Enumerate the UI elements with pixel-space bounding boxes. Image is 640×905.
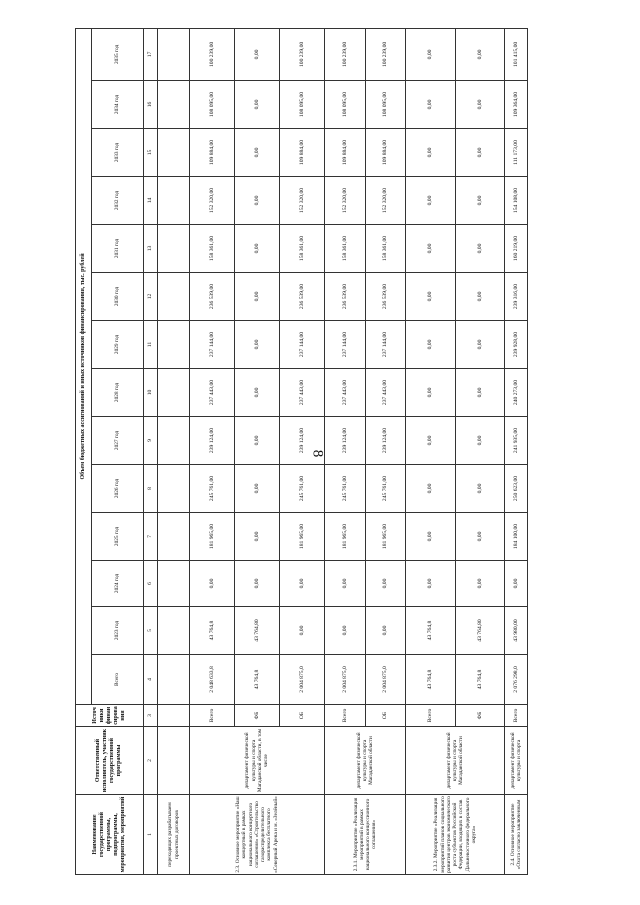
year-value: 0,00 <box>234 273 279 321</box>
year-value: 0,00 <box>234 417 279 465</box>
year-value <box>158 561 190 607</box>
year-value <box>158 225 190 273</box>
year-value: 245 761,00 <box>325 465 366 513</box>
page-number: 8 <box>309 449 326 458</box>
year-value: 181 965,00 <box>325 513 366 561</box>
year-value: 237 144,00 <box>365 321 406 369</box>
year-value: 181 965,00 <box>189 513 234 561</box>
year-value: 100 239,00 <box>189 28 234 80</box>
year-value: 0,00 <box>325 607 366 655</box>
responsible-executor: департамент физической культуры и спорта <box>505 727 528 795</box>
responsible-executor <box>158 727 190 795</box>
funding-source: Всего <box>406 705 456 727</box>
year-value: 184 100,00 <box>505 513 528 561</box>
year-value: 0,00 <box>365 607 406 655</box>
funding-source: ФБ <box>234 705 279 727</box>
year-value: 108 095,00 <box>365 81 406 129</box>
total-value: 2 004 875,0 <box>325 655 366 705</box>
year-value: 236 539,00 <box>279 273 324 321</box>
year-value: 158 361,00 <box>279 225 324 273</box>
year-value <box>158 28 190 80</box>
total-value: 43 764,8 <box>406 655 456 705</box>
year-value: 43 764,80 <box>234 607 279 655</box>
header-responsible: Ответственный исполнитель, участник государственной программы <box>76 727 144 795</box>
table-row <box>406 28 456 874</box>
year-value: 236 539,00 <box>365 273 406 321</box>
column-number: 8 <box>143 465 158 513</box>
year-value: 236 539,00 <box>325 273 366 321</box>
year-value: 237 443,00 <box>189 369 234 417</box>
financing-table <box>75 28 528 875</box>
year-value: 0,00 <box>406 28 456 80</box>
header-source: Источники финансирования <box>76 705 144 727</box>
year-value: 0,00 <box>406 369 456 417</box>
year-value: 239 316,00 <box>505 273 528 321</box>
header-year: 2027 год <box>91 417 143 465</box>
year-value: 0,00 <box>455 81 505 129</box>
column-number: 13 <box>143 225 158 273</box>
year-value: 239 124,00 <box>365 417 406 465</box>
header-year: 2024 год <box>91 561 143 607</box>
year-value <box>158 273 190 321</box>
funding-source: Всего <box>505 705 528 727</box>
year-value: 0,00 <box>406 465 456 513</box>
year-value: 0,00 <box>406 273 456 321</box>
funding-source: ФБ <box>455 705 505 727</box>
year-value: 237 144,00 <box>189 321 234 369</box>
year-value: 237 443,00 <box>325 369 366 417</box>
year-value: 0,00 <box>455 465 505 513</box>
table-row <box>505 28 528 874</box>
year-value: 158 361,00 <box>325 225 366 273</box>
total-value: 43 764,8 <box>455 655 505 705</box>
year-value: 43 764,8 <box>189 607 234 655</box>
year-value: 100 239,00 <box>365 28 406 80</box>
column-number: 6 <box>143 561 158 607</box>
year-value: 0,00 <box>325 561 366 607</box>
year-value: 239 928,00 <box>505 321 528 369</box>
year-value: 152 320,00 <box>365 177 406 225</box>
year-value: 0,00 <box>455 273 505 321</box>
column-number: 14 <box>143 177 158 225</box>
year-value: 111 173,00 <box>505 129 528 177</box>
column-number-row <box>143 28 158 874</box>
year-value: 181 965,00 <box>365 513 406 561</box>
year-value: 0,00 <box>234 81 279 129</box>
responsible-executor: департамент физической культуры и спорта Магаданской области <box>325 727 406 795</box>
year-value <box>158 607 190 655</box>
year-value: 154 108,00 <box>505 177 528 225</box>
year-value: 241 935,00 <box>505 417 528 465</box>
column-number: 5 <box>143 607 158 655</box>
total-value <box>158 655 190 705</box>
year-value: 0,00 <box>505 561 528 607</box>
year-value: 0,00 <box>279 561 324 607</box>
year-value <box>158 513 190 561</box>
year-value <box>158 417 190 465</box>
table-body <box>158 28 528 874</box>
year-value: 0,00 <box>455 129 505 177</box>
year-value: 0,00 <box>406 561 456 607</box>
year-value: 239 124,00 <box>325 417 366 465</box>
year-value: 100 239,00 <box>325 28 366 80</box>
year-value <box>158 81 190 129</box>
year-value: 158 361,00 <box>365 225 406 273</box>
year-value: 0,00 <box>455 177 505 225</box>
header-total: Всего <box>91 655 143 705</box>
year-value: 0,00 <box>189 561 234 607</box>
total-value: 2 076 298,0 <box>505 655 528 705</box>
year-value: 0,00 <box>406 177 456 225</box>
header-year: 2032 год <box>91 177 143 225</box>
year-value: 108 095,00 <box>325 81 366 129</box>
funding-source: ОБ <box>365 705 406 727</box>
header-year: 2033 год <box>91 129 143 177</box>
column-number: 12 <box>143 273 158 321</box>
year-value: 158 361,00 <box>189 225 234 273</box>
year-value: 109 884,00 <box>365 129 406 177</box>
year-value: 245 761,00 <box>189 465 234 513</box>
year-value: 0,00 <box>234 561 279 607</box>
funding-source: ОБ <box>279 705 324 727</box>
header-year: 2023 год <box>91 607 143 655</box>
year-value: 0,00 <box>455 321 505 369</box>
year-value: 0,00 <box>279 607 324 655</box>
year-value: 237 443,00 <box>365 369 406 417</box>
year-value: 237 144,00 <box>325 321 366 369</box>
year-value: 0,00 <box>406 81 456 129</box>
year-value: 245 761,00 <box>279 465 324 513</box>
measure-name: 2.3.1. Мероприятие «Реализация мероприятий в рамках национального концессионного соглашения» <box>325 795 406 875</box>
total-value: 2 048 633,8 <box>189 655 234 705</box>
year-value: 0,00 <box>455 561 505 607</box>
year-value: 240 273,00 <box>505 369 528 417</box>
responsible-executor: департамент физической культуры и спорта Магаданской области, в том числе <box>189 727 324 795</box>
year-value: 100 239,00 <box>279 28 324 80</box>
year-value: 236 539,00 <box>189 273 234 321</box>
year-value <box>158 321 190 369</box>
year-value: 152 320,00 <box>325 177 366 225</box>
column-number: 17 <box>143 28 158 80</box>
year-value: 0,00 <box>234 321 279 369</box>
year-value: 0,00 <box>455 28 505 80</box>
header-year: 2025 год <box>91 513 143 561</box>
year-value: 181 965,00 <box>279 513 324 561</box>
year-value: 0,00 <box>234 177 279 225</box>
column-number: 4 <box>143 655 158 705</box>
total-value: 43 764,8 <box>234 655 279 705</box>
measure-name: 2.3.2. Мероприятие «Реализация мероприятий планов социального развития центров экономического роста субъектов Российской Федерации, входящих в состав Дальневосточного федерального округа» <box>406 795 505 875</box>
header-year: 2028 год <box>91 369 143 417</box>
year-value: 0,00 <box>455 369 505 417</box>
column-number: 7 <box>143 513 158 561</box>
year-value: 152 320,00 <box>279 177 324 225</box>
header-year: 2035 год <box>91 28 143 80</box>
measure-name: переходящих разрабатываем проектных договоров <box>158 795 190 875</box>
year-value: 109 884,00 <box>189 129 234 177</box>
year-value: 43 764,8 <box>406 607 456 655</box>
column-number: 10 <box>143 369 158 417</box>
header-year: 2034 год <box>91 81 143 129</box>
year-value: 0,00 <box>455 513 505 561</box>
year-value: 0,00 <box>365 561 406 607</box>
measure-name: 2.3. Основное мероприятие «Наш концертный в рамках национального концертного соглашения» «Строительство газораспределительного комплекса бесплатного «Северный Арена и м. «Зелёный» <box>189 795 324 875</box>
year-value: 0,00 <box>406 321 456 369</box>
year-value: 250 623,00 <box>505 465 528 513</box>
column-number: 16 <box>143 81 158 129</box>
year-value: 0,00 <box>234 28 279 80</box>
header-volume: Объем бюджетных ассигнований и иных источников финансирования, тыс. рублей <box>76 28 92 704</box>
header-year: 2031 год <box>91 225 143 273</box>
year-value: 109 364,00 <box>505 81 528 129</box>
total-value: 2 004 875,0 <box>279 655 324 705</box>
year-value: 101 415,00 <box>505 28 528 80</box>
year-value: 152 320,00 <box>189 177 234 225</box>
year-value: 0,00 <box>234 369 279 417</box>
funding-source: Всего <box>189 705 234 727</box>
year-value: 0,00 <box>406 129 456 177</box>
year-value <box>158 369 190 417</box>
year-value <box>158 177 190 225</box>
year-value: 43 764,80 <box>455 607 505 655</box>
table-row <box>189 28 234 874</box>
year-value: 0,00 <box>234 225 279 273</box>
header-year: 2030 год <box>91 273 143 321</box>
year-value: 239 124,00 <box>279 417 324 465</box>
year-value: 0,00 <box>406 513 456 561</box>
year-value: 237 144,00 <box>279 321 324 369</box>
year-value: 43 980,00 <box>505 607 528 655</box>
year-value: 0,00 <box>406 417 456 465</box>
measure-name: 2.4. Основное мероприятие «Охота согласно заключенным <box>505 795 528 875</box>
year-value: 0,00 <box>406 225 456 273</box>
year-value: 245 761,00 <box>365 465 406 513</box>
year-value: 108 095,00 <box>279 81 324 129</box>
year-value: 160 219,00 <box>505 225 528 273</box>
year-value: 109 884,00 <box>279 129 324 177</box>
column-number: 2 <box>143 727 158 795</box>
total-value: 2 004 875,0 <box>365 655 406 705</box>
year-value: 0,00 <box>234 465 279 513</box>
header-name: Наименование государственной программы, подпрограммы, мероприятия, мероприятий <box>76 795 144 875</box>
funding-source <box>158 705 190 727</box>
column-number: 3 <box>143 705 158 727</box>
year-value: 109 884,00 <box>325 129 366 177</box>
table-row <box>158 28 190 874</box>
header-year: 2029 год <box>91 321 143 369</box>
table-row <box>325 28 366 874</box>
column-number: 1 <box>143 795 158 875</box>
year-value <box>158 465 190 513</box>
year-value: 0,00 <box>455 417 505 465</box>
year-value: 237 443,00 <box>279 369 324 417</box>
year-value: 0,00 <box>234 513 279 561</box>
financing-table-rotated <box>75 33 528 875</box>
responsible-executor: департамент физической культуры и спорта Магаданской области <box>406 727 505 795</box>
column-number: 15 <box>143 129 158 177</box>
year-value: 0,00 <box>234 129 279 177</box>
header-year: 2026 год <box>91 465 143 513</box>
year-value <box>158 129 190 177</box>
column-number: 11 <box>143 321 158 369</box>
year-value: 108 095,00 <box>189 81 234 129</box>
column-number: 9 <box>143 417 158 465</box>
year-value: 239 124,00 <box>189 417 234 465</box>
funding-source: Всего <box>325 705 366 727</box>
year-value: 0,00 <box>455 225 505 273</box>
